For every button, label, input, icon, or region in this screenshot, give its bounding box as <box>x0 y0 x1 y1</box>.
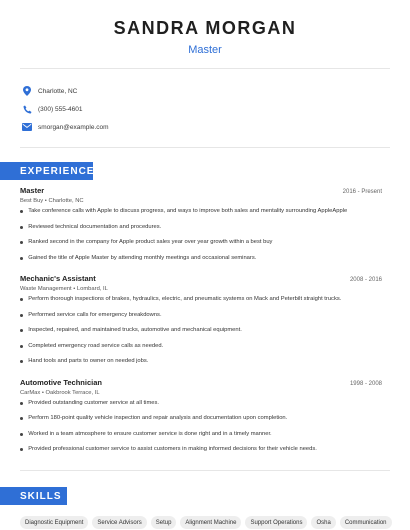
contact-phone <box>20 100 390 118</box>
contact-list <box>20 82 390 136</box>
job-bullet: Reviewed technical documentation and procedures. <box>20 224 382 240</box>
job-bullet: Ranked second in the company for Apple product sales year over year growth within a best buy <box>20 239 382 255</box>
job-bullet: Completed emergency road service calls as needed. <box>20 343 382 359</box>
header-divider <box>20 68 390 69</box>
job-title: Master <box>20 186 45 195</box>
skill-tag: Alignment Machine <box>180 516 241 529</box>
bullet-dot-icon <box>20 402 23 405</box>
job-bullet: Performed service calls for emergency breakdowns. <box>20 312 382 328</box>
contact-email <box>20 118 390 136</box>
candidate-name: SANDRA MORGAN <box>113 18 297 38</box>
bullet-dot-icon <box>20 345 23 348</box>
job-dates: 2016 - Present <box>342 189 382 195</box>
job-company: CarMax • Oakbrook Terrace, IL <box>20 389 100 396</box>
bullet-dot-icon <box>20 433 23 436</box>
skills-list <box>20 516 390 529</box>
job-bullet: Provided outstanding customer service at all times. <box>20 400 382 416</box>
skill-tag: Support Operations <box>245 516 307 529</box>
experience-heading: EXPERIENCE <box>0 162 93 180</box>
skill-tag: Setup <box>151 516 177 529</box>
bullet-dot-icon <box>20 257 23 260</box>
experience-list <box>20 186 382 466</box>
bullet-dot-icon <box>20 417 23 420</box>
job-entry <box>20 186 382 270</box>
job-entry <box>20 378 382 462</box>
bullet-dot-icon <box>20 360 23 363</box>
bullet-dot-icon <box>20 329 23 332</box>
bullet-dot-icon <box>20 226 23 229</box>
phone-icon <box>20 102 34 116</box>
job-bullet: Gained the title of Apple Master by attending monthly meetings and occasional seminars. <box>20 255 382 271</box>
contact-location-text: Charlotte, NC <box>38 87 78 95</box>
job-dates: 2008 - 2016 <box>349 277 382 283</box>
skill-tag: Communication <box>340 516 392 529</box>
bullet-dot-icon <box>20 298 23 301</box>
contact-location <box>20 82 390 100</box>
bullet-dot-icon <box>20 241 23 244</box>
skill-tag: Diagnostic Equipment <box>20 516 88 529</box>
job-company: Waste Management • Lombard, IL <box>20 286 108 292</box>
resume-header <box>0 18 410 56</box>
job-bullet: Inspected, repaired, and maintained trucks, automotive and mechanical equipment. <box>20 327 382 343</box>
contact-phone-text: (300) 555-4601 <box>38 105 83 113</box>
candidate-title: Master <box>188 44 222 56</box>
skill-tag: Service Advisors <box>92 516 146 529</box>
skills-heading: SKILLS <box>0 487 67 505</box>
job-bullet: Perform 180-point quality vehicle inspection and repair analysis and documentation upon completion. <box>20 415 382 431</box>
job-bullet: Worked in a team atmosphere to ensure customer service is done right and in a timely manner. <box>20 431 382 447</box>
job-bullet: Provided professional customer service to assist customers in making informed decisions for their vehicle needs. <box>20 446 382 462</box>
bullet-dot-icon <box>20 314 23 317</box>
contact-email-text: smorgan@example.com <box>38 123 109 131</box>
job-bullet: Perform thorough inspections of brakes, hydraulics, electric, and pneumatic systems on Mack and Peterbilt straight trucks. <box>20 296 382 312</box>
email-icon <box>20 120 34 134</box>
bullet-dot-icon <box>20 210 23 213</box>
job-bullet: Hand tools and parts to owner on needed jobs. <box>20 358 382 374</box>
job-entry <box>20 274 382 374</box>
location-pin-icon <box>20 84 34 98</box>
job-title: Mechanic's Assistant <box>20 274 96 283</box>
bullet-dot-icon <box>20 448 23 451</box>
job-dates: 1998 - 2008 <box>349 380 382 387</box>
skill-tag: Osha <box>311 516 335 529</box>
job-title: Automotive Technician <box>20 377 102 387</box>
job-company: Best Buy • Charlotte, NC <box>20 198 84 204</box>
contact-divider <box>20 147 390 148</box>
job-bullet: Take conference calls with Apple to discuss progress, and ways to improve both sales and mentality surrounding AppleApple <box>20 208 382 224</box>
experience-divider <box>20 470 390 471</box>
